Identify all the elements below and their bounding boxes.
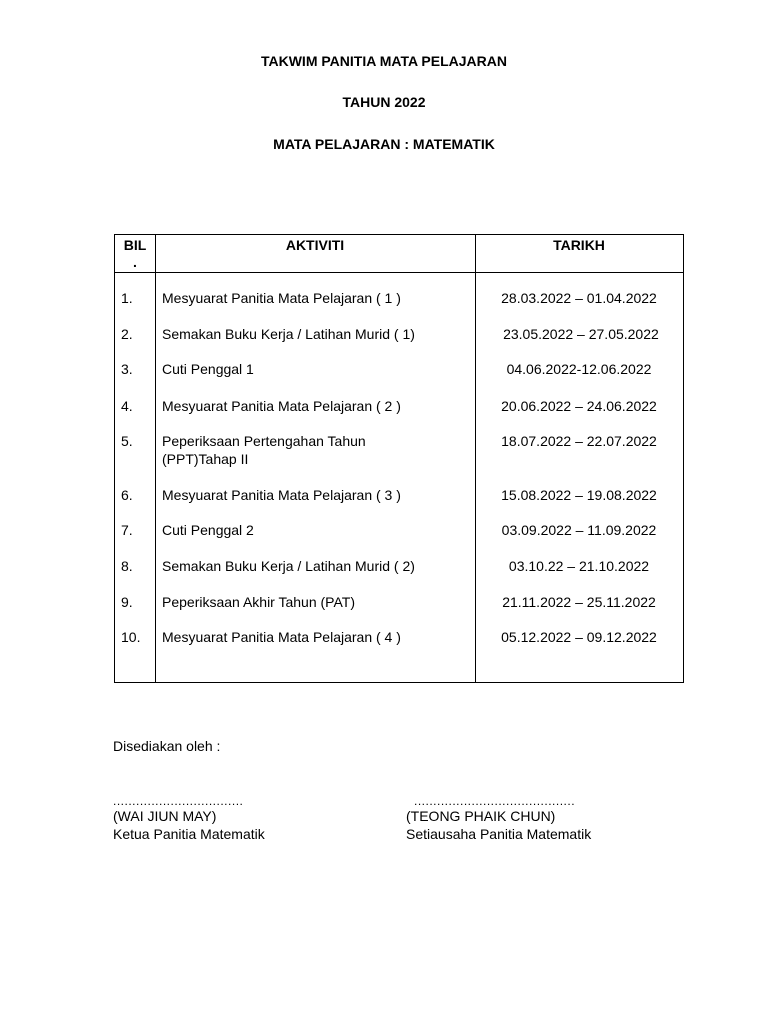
row-date: 18.07.2022 – 22.07.2022	[501, 433, 657, 449]
header-divider	[115, 272, 683, 273]
row-activity: Semakan Buku Kerja / Latihan Murid ( 2)	[162, 558, 415, 574]
row-date: 04.06.2022-12.06.2022	[506, 361, 652, 377]
prepared-by-label: Disediakan oleh :	[113, 738, 221, 754]
row-date: 03.10.22 – 21.10.2022	[508, 558, 650, 574]
row-activity: Mesyuarat Panitia Mata Pelajaran ( 2 )	[162, 398, 401, 414]
row-activity: Peperiksaan Pertengahan Tahun (PPT)Tahap II	[162, 433, 366, 467]
header-tarikh: TARIKH	[553, 237, 605, 253]
row-date: 15.08.2022 – 19.08.2022	[501, 487, 657, 503]
row-activity: Cuti Penggal 1	[162, 361, 254, 377]
row-date: 05.12.2022 – 09.12.2022	[501, 629, 657, 645]
row-number: 2.	[121, 326, 133, 342]
document-year: TAHUN 2022	[342, 94, 426, 110]
column-divider	[155, 235, 156, 682]
row-number: 3.	[121, 361, 133, 377]
row-date: 23.05.2022 – 27.05.2022	[499, 326, 659, 342]
row-number: 1.	[121, 290, 133, 306]
row-number: 10.	[121, 629, 141, 645]
row-date: 03.09.2022 – 11.09.2022	[501, 522, 657, 538]
row-activity: Cuti Penggal 2	[162, 522, 254, 538]
signatory-2-role: Setiausaha Panitia Matematik	[406, 826, 592, 842]
header-bil-text: BIL .	[123, 237, 147, 270]
signatory-2-name: (TEONG PHAIK CHUN)	[406, 808, 556, 824]
row-number: 8.	[121, 558, 133, 574]
document-title: TAKWIM PANITIA MATA PELAJARAN	[260, 53, 507, 69]
schedule-table	[114, 234, 684, 683]
row-number: 6.	[121, 487, 133, 503]
row-activity: Mesyuarat Panitia Mata Pelajaran ( 4 )	[162, 629, 401, 645]
row-activity: Semakan Buku Kerja / Latihan Murid ( 1)	[162, 326, 415, 342]
header-bil	[115, 237, 155, 271]
row-activity: Mesyuarat Panitia Mata Pelajaran ( 3 )	[162, 487, 401, 503]
row-activity: Peperiksaan Akhir Tahun (PAT)	[162, 594, 355, 610]
row-number: 5.	[121, 433, 133, 449]
row-number: 9.	[121, 594, 133, 610]
signatory-1-name: (WAI JIUN MAY)	[113, 808, 217, 824]
signatory-1-role: Ketua Panitia Matematik	[113, 826, 265, 842]
row-number: 7.	[121, 522, 133, 538]
row-activity: Mesyuarat Panitia Mata Pelajaran ( 1 )	[162, 290, 401, 306]
signature-line-1: ..................................	[113, 794, 244, 808]
document-subject: MATA PELAJARAN : MATEMATIK	[273, 136, 495, 152]
row-date: 20.06.2022 – 24.06.2022	[501, 398, 657, 414]
row-number: 4.	[121, 398, 133, 414]
row-date: 21.11.2022 – 25.11.2022	[502, 594, 656, 610]
row-date: 28.03.2022 – 01.04.2022	[501, 290, 657, 306]
signature-line-2: ..........................................	[414, 794, 576, 808]
header-aktiviti: AKTIVITI	[285, 237, 345, 253]
